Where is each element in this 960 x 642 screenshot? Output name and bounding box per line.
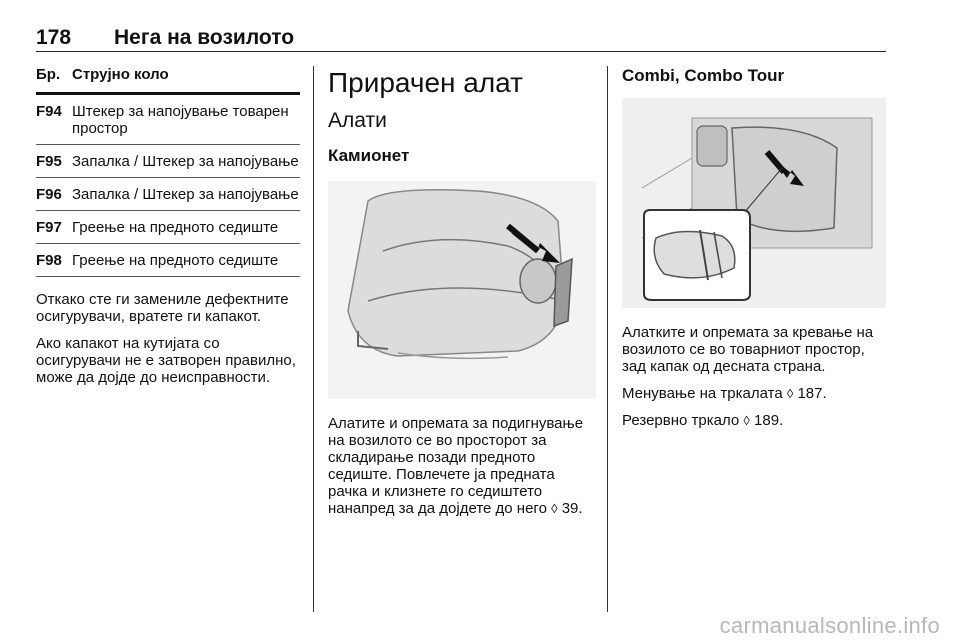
wheel-change-xref [622, 385, 886, 402]
table-row [36, 95, 300, 145]
xref-icon: ◊ [551, 501, 558, 516]
fuse-circuit: Запалка / Штекер за напојување [72, 186, 299, 203]
fuse-col-circuit-header: Струјно коло [72, 66, 169, 83]
seat-tools-illustration [328, 181, 596, 399]
xref-page: 187. [797, 385, 827, 402]
tools-location-paragraph: Алатките и опремата за кревање на возилото се во товарниот простор, зад капак од десната страна. [622, 324, 874, 375]
xref-page: 39. [561, 500, 583, 517]
fuse-number: F94 [36, 103, 62, 120]
column-divider [313, 66, 314, 612]
middle-column [328, 66, 596, 517]
watermark: carmanualsonline.info [719, 613, 940, 638]
table-row [36, 211, 300, 244]
page-header [36, 22, 886, 52]
column-divider [607, 66, 608, 612]
fuse-number: F98 [36, 252, 62, 269]
page-title: Нега на возилото [114, 26, 295, 49]
left-column [36, 66, 300, 386]
fuse-table-header [36, 66, 300, 95]
right-column [622, 66, 886, 429]
fuse-number: F96 [36, 186, 62, 203]
fuse-warning-paragraph: Ако капакот на кутијата со осигурувачи не е затворен правилно, може да дојде до неисправности. [36, 335, 296, 386]
fuse-number: F97 [36, 219, 62, 236]
xref-icon: ◊ [743, 413, 750, 428]
fuse-number: F95 [36, 153, 62, 170]
spare-wheel-xref [622, 412, 886, 429]
section-subheading: Алати [328, 109, 387, 132]
fuse-col-number-header: Бр. [36, 66, 61, 83]
xref-icon: ◊ [786, 386, 794, 401]
table-row [36, 178, 300, 211]
vehicle-variant-heading: Камионет [328, 146, 410, 165]
fuse-circuit: Греење на предното седиште [72, 252, 279, 269]
table-row [36, 145, 300, 178]
fuse-circuit: Штекер за напојување товарен простор [72, 103, 289, 137]
xref-text: Резервно тркало [622, 412, 740, 429]
tools-location-text: Алатите и опремата за подигнување на возилото се во просторот за складирање позади предното седиште. Повлечете ја предната рачка и клизнете го седиштето нанапред за да дојдете до него [328, 415, 584, 517]
cargo-tools-illustration [622, 98, 886, 308]
section-heading: Прирачен алат [328, 67, 523, 98]
fuse-circuit: Запалка / Штекер за напојување [72, 153, 299, 170]
xref-page: 189. [754, 412, 784, 429]
tools-location-paragraph [328, 415, 596, 517]
table-row [36, 244, 300, 277]
page-number: 178 [36, 26, 72, 49]
xref-text: Менување на тркалата [622, 385, 783, 402]
fuse-note-paragraph: Откако сте ги замениле дефектните осигурувачи, вратете ги капакот. [36, 291, 289, 325]
vehicle-variant-heading: Combi, Combo Tour [622, 66, 785, 85]
fuse-circuit: Греење на предното седиште [72, 219, 279, 236]
